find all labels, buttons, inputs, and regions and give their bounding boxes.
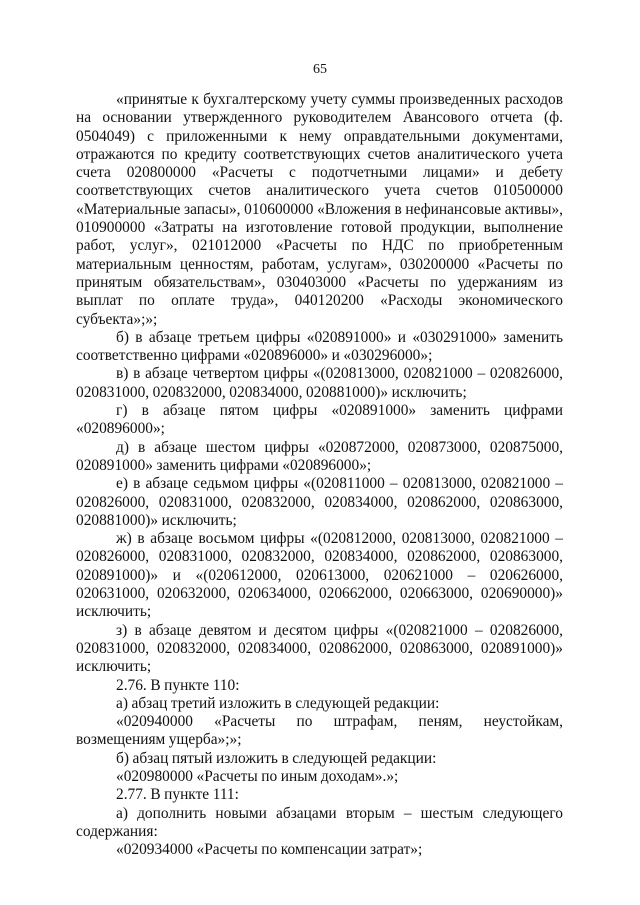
paragraph: «020980000 «Расчеты по иным доходам».»; — [116, 767, 399, 785]
paragraph: «020934000 «Расчеты по компенсации затрат»; — [116, 841, 423, 859]
paragraph: б) абзац пятый изложить в следующей редакции: — [116, 749, 437, 767]
paragraph: г) в абзаце пятом цифры «020891000» заменить цифрами «020896000»; — [76, 402, 563, 438]
paragraph: «020940000 «Расчеты по штрафам, пеням, неустойкам, возмещениям ущерба»;»; — [76, 713, 563, 749]
paragraph: а) абзац третий изложить в следующей редакции: — [116, 694, 440, 712]
page-number: 65 — [313, 62, 327, 77]
document-body — [76, 91, 563, 859]
paragraph: з) в абзаце девятом и десятом цифры «(020821000 – 020826000, 020831000, 020832000, 020834000, 020862000, 020863000, 020891000)» исключить; — [76, 621, 563, 676]
paragraph: д) в абзаце шестом цифры «020872000, 020873000, 020875000, 020891000» заменить цифрами «020896000»; — [76, 438, 563, 474]
paragraph: 2.77. В пункте 111: — [116, 786, 239, 804]
paragraph: «принятые к бухгалтерскому учету суммы произведенных расходов на основании утвержденного руководителем Авансового отчета (ф. 0504049) с приложенными к нему оправдательными документами, отражаются по кредиту соответствующих счетов аналитического учета счета 020800000 «Расчеты с подотчетными лицами» и дебету соответствующих счетов аналитического учета счетов 010500000 «Материальные запасы», 010600000 «Вложения в нефинансовые активы», 010900000 «Затраты на изготовление готовой продукции, выполнение работ, услуг», 021012000 «Расчеты по НДС по приобретенным материальным ценностям, работам, услугам», 030200000 «Расчеты по принятым обязательствам», 030403000 «Расчеты по удержаниям из выплат по оплате труда», 040120200 «Расходы экономического субъекта»;»; — [76, 91, 563, 328]
paragraph: б) в абзаце третьем цифры «020891000» и «030291000» заменить соответственно цифрами «020896000» и «030296000»; — [76, 328, 563, 365]
paragraph: а) дополнить новыми абзацами вторым – шестым следующего содержания: — [76, 804, 563, 840]
paragraph: в) в абзаце четвертом цифры «(020813000, 020821000 – 020826000, 020831000, 020832000, 020834000, 020881000)» исключить; — [76, 365, 563, 401]
paragraph: ж) в абзаце восьмом цифры «(020812000, 020813000, 020821000 – 020826000, 020831000, 020832000, 020834000, 020862000, 020863000, 020891000)» и «(020612000, 020613000, 020621000 – 020626000, 020631000, 020632000, 020634000, 020662000, 020663000, 020690000)» исключить; — [76, 530, 563, 621]
paragraph: е) в абзаце седьмом цифры «(020811000 – 020813000, 020821000 – 020826000, 020831000, 020832000, 020834000, 020862000, 020863000, 020881000)» исключить; — [76, 475, 563, 529]
paragraph: 2.76. В пункте 110: — [116, 676, 240, 694]
